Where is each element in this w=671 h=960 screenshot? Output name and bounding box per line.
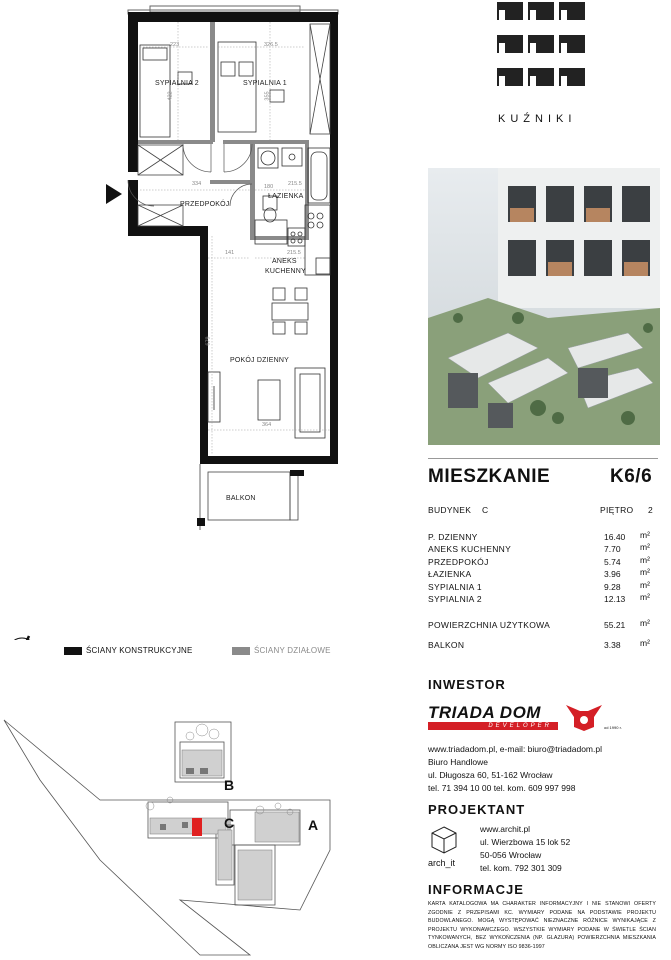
dim-label: 223 [170, 42, 180, 48]
room-area-unit: m² [640, 530, 650, 540]
room-label-balcony: BALKON [226, 495, 256, 502]
dim-label: 364 [262, 422, 272, 428]
legend-swatch-structural [64, 647, 82, 655]
dim-label: 215.5 [288, 181, 302, 187]
balcony-area-value: 3.38 [604, 640, 621, 650]
room-area-value: 12.13 [604, 594, 626, 604]
investor-line1: www.triadadom.pl, e-mail: biuro@triadadom.pl [428, 744, 602, 754]
designer-line1: www.archit.pl [480, 824, 531, 834]
dim-label: 679 [205, 336, 212, 346]
room-area-unit: m² [640, 592, 650, 602]
logo-sub: DEVELOPER [488, 723, 552, 729]
room-area-value: 5.74 [604, 556, 621, 567]
room-label-bedroom2: SYPIALNIA 2 [155, 80, 199, 87]
designer-logo-label: arch_it [428, 858, 456, 868]
room-area-unit: m² [640, 542, 650, 553]
logo-text: TRIADA DOM [428, 703, 541, 722]
floor-value: 2 [648, 505, 654, 515]
room-area-unit: m² [640, 567, 650, 578]
room-label-bathroom: ŁAZIENKA [268, 193, 304, 200]
logo-badge: od 1990 r. [604, 725, 622, 730]
balcony-area-label: BALKON [428, 640, 465, 650]
dim-label: 334 [192, 181, 202, 187]
triada-dom-logo [428, 703, 623, 733]
dim-label: 141 [225, 250, 235, 256]
room-area-name: P. DZIENNY [428, 532, 478, 542]
site-plan [0, 700, 400, 960]
logo-sub-bar [428, 722, 558, 730]
investor-line3: ul. Długosza 60, 51-162 Wrocław [428, 770, 553, 780]
dim-label: 326.5 [264, 42, 278, 48]
usable-area-value: 55.21 [604, 620, 626, 630]
building-label: BUDYNEK [428, 505, 472, 515]
floor-plan [0, 0, 400, 640]
room-area-value: 3.96 [604, 569, 621, 580]
site-label-building-c: C [224, 815, 235, 831]
room-area-value: 9.28 [604, 581, 621, 592]
room-label-living: POKÓJ DZIENNY [230, 357, 289, 364]
legend-label-partition: ŚCIANY DZIAŁOWE [254, 646, 331, 655]
dim-label: 355 [264, 91, 271, 101]
room-label-kitchen-2: KUCHENNY [265, 268, 306, 275]
apartment-heading: MIESZKANIE [428, 466, 551, 487]
designer-line4: tel. kom. 792 301 309 [480, 863, 562, 873]
room-area-unit: m² [640, 554, 650, 565]
room-area-name: SYPIALNIA 1 [428, 581, 482, 592]
divider [428, 458, 658, 459]
balcony-area-unit: m² [640, 638, 650, 648]
investor-heading: INWESTOR [428, 677, 506, 692]
designer-heading: PROJEKTANT [428, 802, 526, 817]
brand-name: KUŹNIKI [498, 113, 577, 125]
building-render-image [428, 168, 660, 445]
designer-line3: 50-056 Wrocław [480, 850, 542, 860]
usable-area-label: POWIERZCHNIA UŻYTKOWA [428, 620, 551, 630]
legend-label-structural: ŚCIANY KONSTRUKCYJNE [86, 646, 193, 655]
room-label-bedroom1: SYPIALNIA 1 [243, 80, 287, 87]
apartment-code: K6/6 [610, 466, 653, 487]
investor-line4: tel. 71 394 10 00 tel. kom. 609 997 998 [428, 783, 576, 793]
site-label-building-b: B [224, 777, 235, 793]
building-value: C [482, 505, 489, 515]
dim-label: 215.5 [287, 250, 301, 256]
archit-cube-icon [431, 826, 457, 854]
room-area-name: ŁAZIENKA [428, 569, 472, 580]
info-heading: INFORMACJE [428, 882, 524, 897]
floor-label: PIĘTRO [600, 505, 634, 515]
bull-emblem-icon [564, 703, 604, 733]
room-label-hall: PRZEDPOKÓJ [180, 201, 230, 208]
kuzniki-logo-icon [497, 2, 587, 98]
site-label-building-a: A [308, 817, 319, 833]
room-area-name: PRZEDPOKÓJ [428, 556, 489, 567]
room-area-value: 16.40 [604, 532, 626, 542]
room-area-name: ANEKS KUCHENNY [428, 544, 512, 555]
info-text: KARTA KATALOGOWA MA CHARAKTER INFORMACYJNY I NIE STANOWI OFERTY ZGODNIE Z PRZEPISAMI KC. WYMIARY PODANE NA PODSTAWIE PROJEKTU BUDOWLANEGO. MOGĄ WYSTĘPOWAĆ NIEZNACZNE RÓŻNICE WYNIKAJĄCE Z PROJEKTU WYKONAWCZEGO. WSZYSTKIE WYMIARY PODANE W ŚWIETLE ŚCIAN TYNKOWANYCH, BEZ WYKOŃCZENIA (NP. GLAZURA) POWIERZCHNIA MIESZKANIA OBLICZANA JEST WG NORMY ISO 9836-1997 [428, 901, 656, 950]
dim-label: 180 [264, 184, 274, 190]
investor-line2: Biuro Handlowe [428, 757, 489, 767]
dim-label: 422 [167, 91, 174, 101]
room-label-kitchen-1: ANEKS [272, 258, 297, 265]
site-apartment-highlight [192, 818, 202, 836]
room-area-name: SYPIALNIA 2 [428, 594, 482, 604]
legend-swatch-partition [232, 647, 250, 655]
room-area-value: 7.70 [604, 544, 621, 555]
designer-line2: ul. Wierzbowa 15 lok 52 [480, 837, 571, 847]
room-area-unit: m² [640, 579, 650, 590]
usable-area-unit: m² [640, 618, 650, 628]
